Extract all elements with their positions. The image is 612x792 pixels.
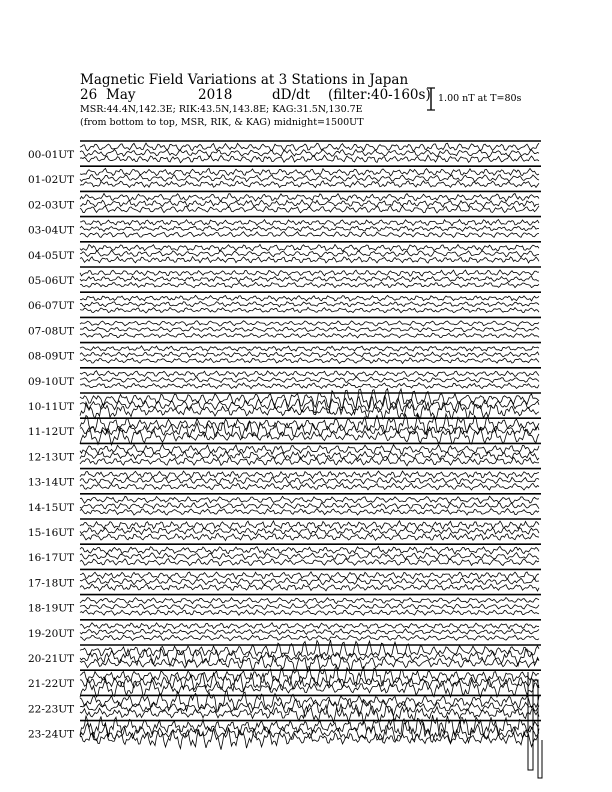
hour-row (28, 343, 541, 364)
trace-kag (80, 715, 539, 738)
hour-row (28, 292, 541, 313)
hour-row (28, 389, 541, 420)
trace-msr (80, 635, 539, 641)
trace-kag (80, 598, 539, 604)
trace-rik (80, 527, 539, 535)
trace-kag (80, 168, 539, 176)
hour-row (28, 141, 541, 163)
trace-msr (80, 257, 539, 263)
trace-kag (80, 691, 539, 711)
trace-msr (80, 533, 539, 540)
row-label: 03-04UT (28, 224, 75, 237)
trace-kag (80, 244, 539, 251)
trace-msr (80, 483, 539, 490)
trace-rik (80, 200, 539, 207)
station-coordinates: MSR:44.4N,142.3E; RIK:43.5N,143.8E; KAG:31.5N,130.7E (80, 104, 363, 115)
row-label: 07-08UT (28, 325, 75, 338)
trace-msr (80, 457, 539, 466)
scale-bar-label: 1.00 nT at T=80s (438, 93, 522, 104)
trace-msr (80, 427, 539, 445)
hour-row (28, 519, 541, 541)
row-label: 04-05UT (28, 249, 75, 262)
trace-msr (80, 559, 539, 566)
row-label: 22-23UT (28, 703, 75, 716)
trace-kag (80, 346, 539, 351)
hour-row (28, 242, 541, 263)
trace-rik (80, 477, 539, 484)
row-label: 17-18UT (28, 577, 75, 590)
trace-kag (80, 471, 539, 478)
trace-kag (80, 270, 539, 276)
row-label: 13-14UT (28, 476, 75, 489)
trace-rik (80, 327, 539, 332)
trace-kag (80, 220, 539, 226)
hour-row (28, 414, 541, 445)
hour-row (28, 665, 541, 697)
row-label: 12-13UT (28, 451, 75, 464)
hour-row (28, 640, 541, 672)
trace-msr (80, 610, 539, 615)
trace-kag (80, 414, 539, 435)
hour-row (28, 217, 541, 238)
trace-rik (80, 629, 539, 635)
trace-msr (80, 383, 539, 389)
hour-row (28, 469, 541, 490)
row-label: 06-07UT (28, 300, 75, 313)
trace-rik (80, 276, 539, 282)
trace-rik (80, 578, 539, 585)
row-label: 15-16UT (28, 527, 75, 539)
trace-kag (80, 321, 539, 326)
filter-label: (filter:40-160s) (328, 87, 431, 103)
trace-rik (80, 377, 539, 383)
trace-kag (80, 389, 539, 408)
quantity-label: dD/dt (272, 87, 311, 103)
trace-kag (80, 295, 539, 301)
hour-row (28, 595, 541, 616)
trace-msr (80, 333, 539, 338)
trace-kag (80, 623, 539, 629)
trace-msr (80, 155, 539, 163)
trace-msr (80, 655, 539, 672)
trace-msr (80, 282, 539, 288)
hour-row (28, 191, 541, 213)
trace-kag (80, 572, 539, 580)
hour-row (28, 494, 541, 515)
row-label: 18-19UT (28, 602, 75, 615)
trace-msr (80, 307, 539, 313)
trace-rik (80, 673, 539, 692)
date-year: 2018 (198, 87, 233, 103)
row-label: 16-17UT (28, 552, 75, 565)
hour-row (28, 368, 541, 389)
trace-rik (80, 604, 539, 610)
hour-row (28, 317, 541, 337)
row-label: 02-03UT (28, 199, 75, 212)
trace-rik (80, 250, 539, 257)
trace-msr (80, 358, 539, 364)
trace-rik (80, 226, 539, 232)
hour-row (28, 443, 541, 465)
row-label: 09-10UT (28, 375, 75, 388)
hour-row (28, 569, 541, 591)
trace-msr (80, 206, 539, 213)
hour-row (28, 691, 541, 724)
hour-row (28, 166, 541, 187)
row-label: 20-21UT (28, 653, 75, 665)
row-label: 19-20UT (28, 627, 75, 640)
row-label: 08-09UT (28, 350, 75, 363)
row-label: 14-15UT (28, 501, 75, 514)
trace-rik (80, 175, 539, 182)
row-label: 11-12UT (28, 426, 75, 439)
large-excursion-trace (528, 672, 542, 778)
row-label: 21-22UT (28, 678, 75, 691)
trace-msr (80, 509, 539, 515)
trace-rik (80, 352, 539, 358)
trace-rik (80, 302, 539, 307)
chart-title: Magnetic Field Variations at 3 Stations in Japan (80, 72, 409, 88)
trace-msr (80, 232, 539, 238)
trace-rik (80, 553, 539, 560)
date-day: 26 (80, 87, 98, 103)
trace-kag (80, 496, 539, 503)
hour-row (28, 620, 541, 641)
trace-rik (80, 503, 539, 509)
row-label: 01-02UT (28, 174, 75, 187)
trace-kag (80, 193, 539, 201)
row-label: 23-24UT (28, 728, 75, 741)
row-label: 05-06UT (28, 275, 75, 287)
trace-kag (80, 143, 539, 151)
hour-row (28, 544, 541, 565)
station-order-note: (from bottom to top, MSR, RIK, & KAG) midnight=1500UT (80, 117, 364, 128)
hour-row (28, 715, 541, 750)
date-month: May (106, 87, 136, 103)
trace-rik (80, 149, 539, 156)
trace-kag (80, 371, 539, 377)
hour-row (28, 267, 541, 288)
row-label: 00-01UT (28, 149, 75, 161)
row-label: 10-11UT (28, 401, 75, 413)
trace-kag (80, 546, 539, 554)
scale-bar (427, 88, 435, 110)
trace-msr (80, 181, 539, 188)
